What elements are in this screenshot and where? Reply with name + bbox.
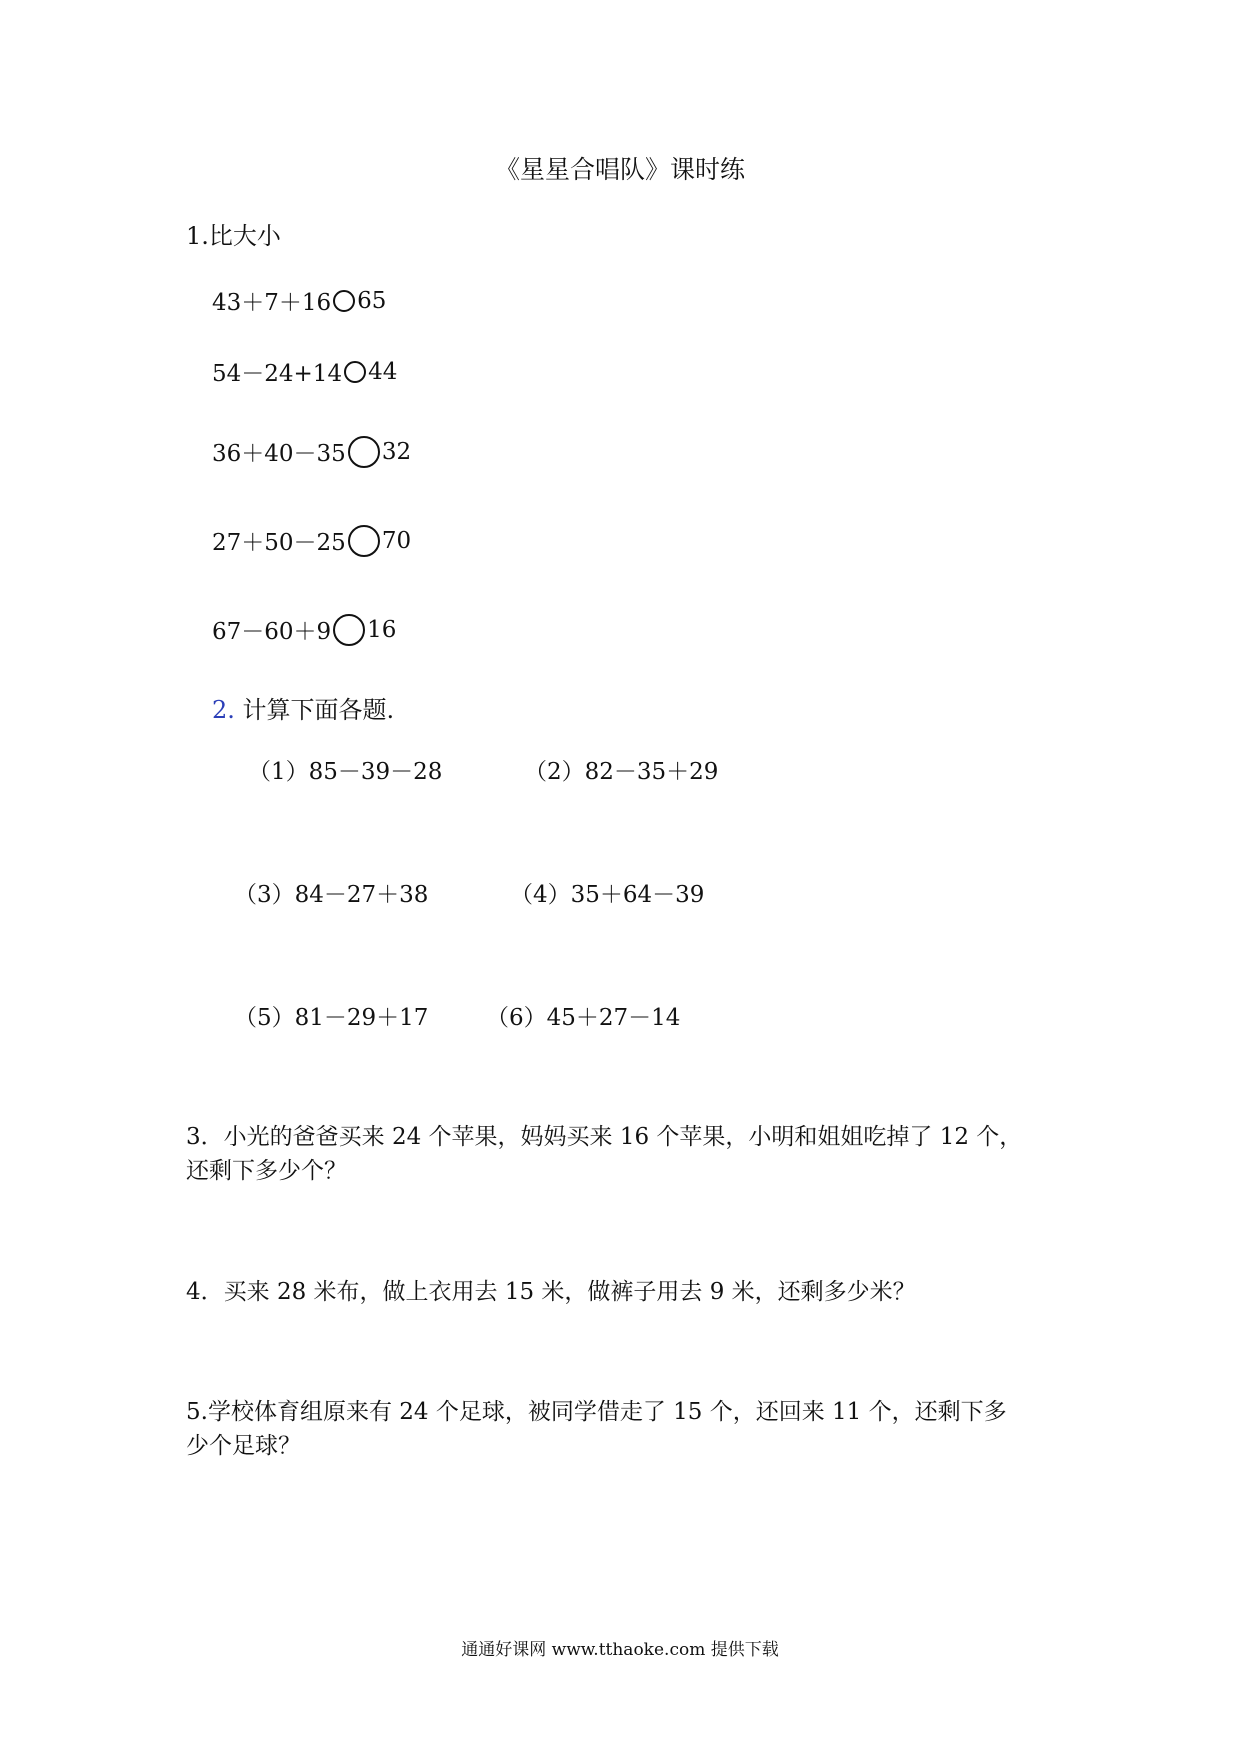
compare-right: 32 [381, 438, 412, 465]
section2-heading [212, 690, 394, 725]
question-3 [186, 1120, 1022, 1188]
compare-left: 27＋50－25 [212, 530, 346, 556]
compare-left: 36＋40－35 [212, 441, 346, 467]
problem-5: （5）81－29＋17 [234, 1005, 429, 1031]
section2-number: 2. [212, 696, 235, 724]
section2-title: 计算下面各题. [242, 696, 395, 724]
page-title: 《星星合唱队》课时练 [494, 155, 745, 184]
answer-circle[interactable] [333, 614, 365, 646]
problem-1: （1）85－39－28 [248, 759, 443, 785]
question-5-line1: 5.学校体育组原来有 24 个足球，被同学借走了 15 个，还回来 11 个，还剩下多 [186, 1399, 1007, 1425]
answer-circle[interactable] [333, 290, 355, 312]
section1-heading: 1.比大小 [186, 222, 281, 250]
compare-right: 16 [367, 616, 397, 643]
compare-right: 70 [381, 527, 412, 554]
question-3-line2: 还剩下多少个？ [186, 1158, 347, 1184]
compare-item-3 [212, 435, 411, 468]
compare-left: 43＋7＋16 [212, 290, 332, 316]
answer-circle[interactable] [344, 361, 366, 383]
problem-6: （6）45＋27－14 [486, 1005, 681, 1031]
answer-circle[interactable] [348, 525, 380, 557]
question-5-line2: 少个足球？ [186, 1433, 301, 1459]
compare-item-1 [212, 284, 386, 317]
answer-circle[interactable] [348, 436, 380, 468]
footer-credit: 通通好课网 www.tthaoke.com 提供下载 [461, 1640, 779, 1660]
question-4-line1: 4．买来 28 米布，做上衣用去 15 米，做裤子用去 9 米，还剩多少米？ [186, 1279, 916, 1305]
compare-item-4 [212, 524, 411, 557]
compare-left: 67－60＋9 [212, 619, 332, 645]
compare-left: 54－24+14 [212, 361, 343, 387]
compare-right: 44 [368, 358, 398, 385]
compare-right: 65 [357, 287, 387, 314]
question-4 [186, 1275, 916, 1309]
problem-3: （3）84－27＋38 [234, 882, 429, 908]
compare-item-5 [212, 613, 396, 646]
compare-item-2 [212, 355, 397, 388]
problem-2: （2）82－35＋29 [524, 759, 719, 785]
question-3-line1: 3．小光的爸爸买来 24 个苹果，妈妈买来 16 个苹果，小明和姐姐吃掉了 12 个， [186, 1124, 1023, 1150]
problem-4: （4）35＋64－39 [510, 882, 705, 908]
question-5 [186, 1395, 1007, 1463]
